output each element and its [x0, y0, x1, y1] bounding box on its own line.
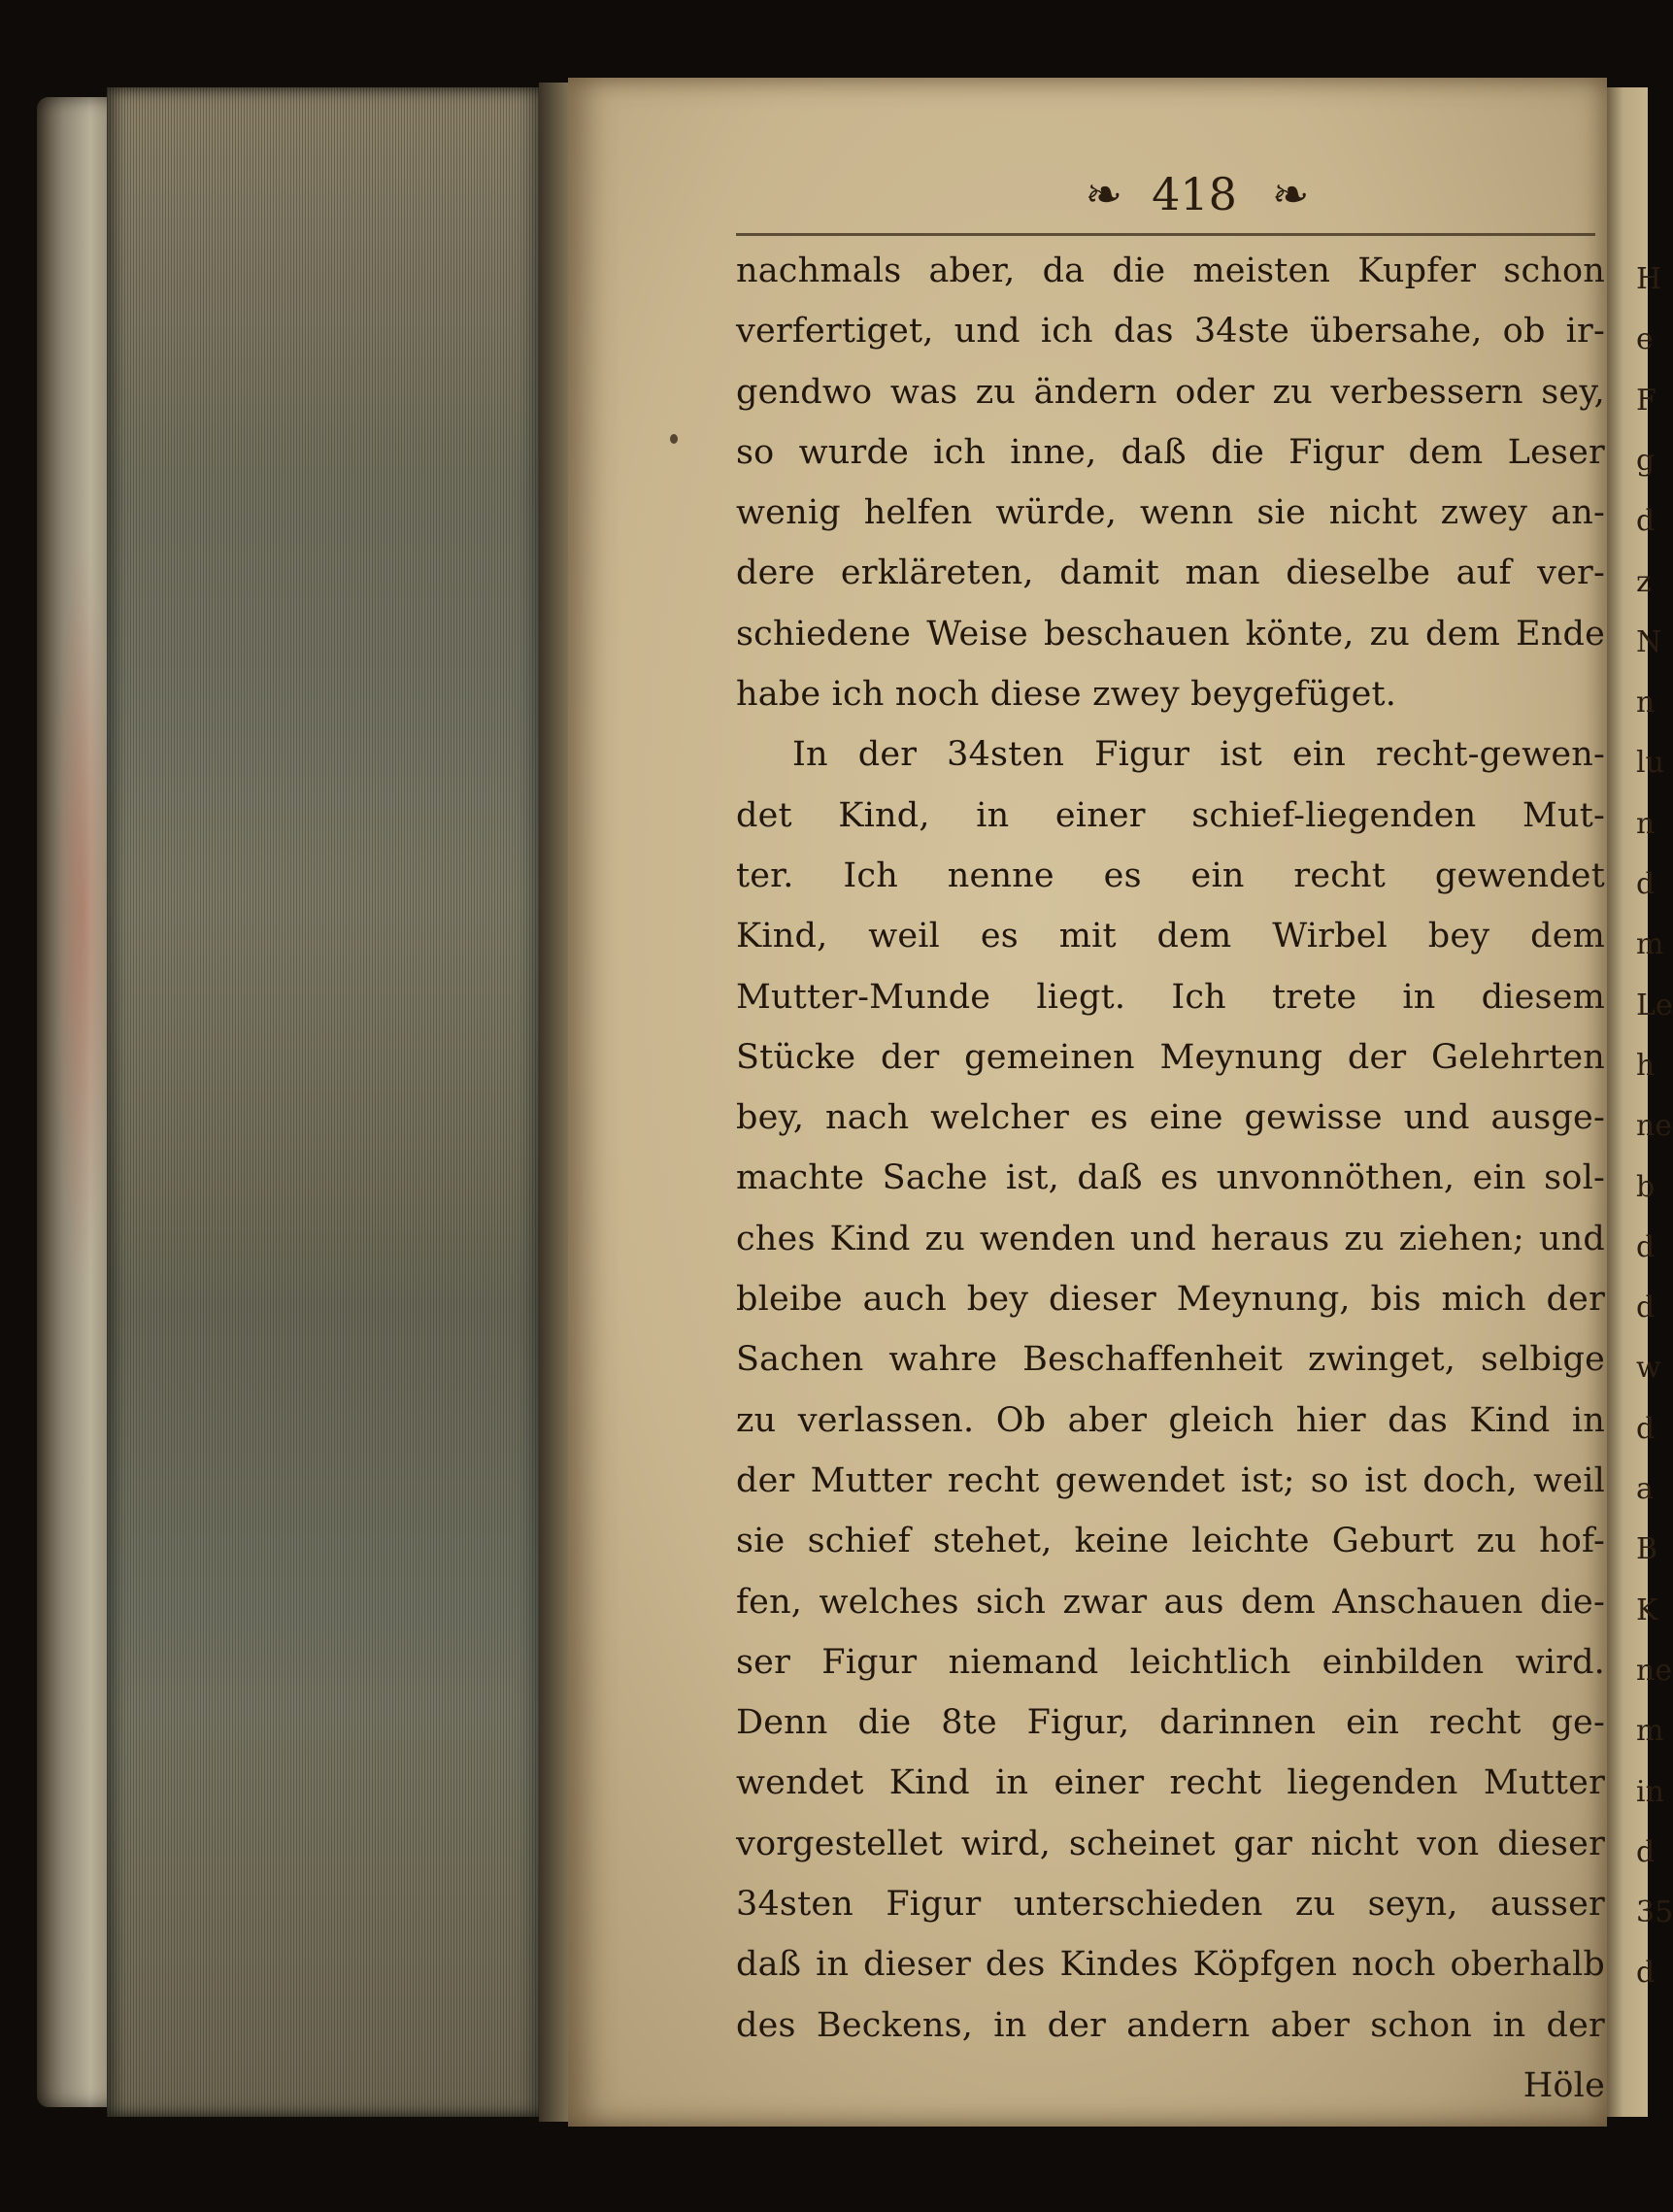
next-page-fragment: a: [1636, 1472, 1654, 1506]
next-page-fragment: d: [1636, 1411, 1656, 1446]
next-page-fragment: n: [1636, 686, 1656, 721]
text-line: wendet Kind in einer recht liegenden Mutter: [736, 1763, 1605, 1803]
next-page-fragment: d: [1636, 1956, 1656, 1991]
next-page-fragment: e: [1636, 322, 1654, 357]
next-page-fragment: d: [1636, 1290, 1656, 1325]
next-page-fragment: w: [1636, 1351, 1661, 1386]
text-line: zu verlassen. Ob aber gleich hier das Kind in: [736, 1400, 1605, 1440]
text-line: daß in dieser des Kindes Köpfgen noch oberhalb: [736, 1945, 1605, 1985]
next-page-fragment: in: [1636, 1774, 1664, 1809]
text-line: ser Figur niemand leichtlich einbilden wird.: [736, 1642, 1605, 1682]
next-page-fragment: d: [1636, 1834, 1656, 1869]
next-page-fragment: d: [1636, 867, 1656, 901]
text-line: ches Kind zu wenden und heraus zu ziehen; und: [736, 1219, 1605, 1258]
next-page-fragment: d: [1636, 504, 1656, 539]
catchword: Höle: [1522, 2065, 1605, 2105]
text-line: nachmals aber, da die meisten Kupfer schon: [736, 251, 1605, 290]
next-page-fragment: lu: [1636, 746, 1664, 781]
text-line: wenig helfen würde, wenn sie nicht zwey an-: [736, 493, 1605, 533]
next-page-fragment: m: [1636, 1714, 1664, 1749]
margin-mark: [670, 434, 678, 444]
text-line: habe ich noch diese zwey beygefüget.: [736, 675, 1397, 715]
text-line: det Kind, in einer schief-liegenden Mut-: [736, 795, 1605, 835]
text-line: bleibe auch bey dieser Meynung, bis mich der: [736, 1280, 1605, 1320]
text-line: des Beckens, in der andern aber schon in der: [736, 2005, 1605, 2045]
text-line: fen, welches sich zwar aus dem Anschauen die-: [736, 1582, 1605, 1622]
next-page-fragment: ne: [1636, 1109, 1673, 1144]
text-line: bey, nach welcher es eine gewisse und ausge-: [736, 1098, 1605, 1138]
page-number: 418: [1152, 168, 1237, 220]
next-page-fragment: ne: [1636, 1653, 1673, 1688]
text-line: verfertiget, und ich das 34ste übersahe, ob ir-: [736, 312, 1605, 352]
text-line: gendwo was zu ändern oder zu verbessern sey,: [736, 372, 1605, 412]
header-rule: [736, 233, 1595, 236]
text-line: vorgestellet wird, scheinet gar nicht von dieser: [736, 1824, 1605, 1863]
text-line: Stücke der gemeinen Meynung der Gelehrten: [736, 1037, 1605, 1077]
text-line: machte Sache ist, daß es unvonnöthen, ein sol-: [736, 1158, 1605, 1198]
text-line: ter. Ich nenne es ein recht gewendet: [736, 855, 1605, 895]
next-page-fragment: Le: [1636, 988, 1673, 1022]
text-line: Mutter-Munde liegt. Ich trete in diesem: [736, 977, 1605, 1017]
next-page-fragment: g: [1636, 443, 1656, 478]
next-page-fragment: d: [1636, 1229, 1656, 1264]
text-line: der Mutter recht gewendet ist; so ist doch, weil: [736, 1460, 1605, 1500]
text-line: In der 34sten Figur ist ein recht-gewen-: [792, 735, 1605, 775]
text-line: Kind, weil es mit dem Wirbel bey dem: [736, 917, 1605, 956]
next-page-fragment: n: [1636, 806, 1656, 841]
cover-stain: [53, 544, 112, 1282]
next-page-fragment: H: [1636, 262, 1662, 296]
next-page-fragment: b: [1636, 1169, 1656, 1204]
page-header: [1010, 155, 1379, 233]
next-page-fragment: K: [1636, 1592, 1658, 1627]
text-line: dere erkläreten, damit man dieselbe auf ver-: [736, 553, 1605, 593]
next-page-fragment: h: [1636, 1048, 1656, 1083]
ornament-left-icon: ❧: [1085, 168, 1118, 220]
next-page-fragment: z: [1636, 564, 1652, 599]
page-block-shading: [107, 87, 544, 2117]
text-line: so wurde ich inne, daß die Figur dem Leser: [736, 432, 1605, 472]
text-line: Sachen wahre Beschaffenheit zwinget, selbige: [736, 1340, 1605, 1380]
next-page-fragment: N: [1636, 624, 1662, 659]
text-line: sie schief stehet, keine leichte Geburt zu hof-: [736, 1522, 1605, 1561]
text-line: schiedene Weise beschauen könte, zu dem Ende: [736, 614, 1605, 654]
text-line: Denn die 8te Figur, darinnen ein recht ge-: [736, 1703, 1605, 1743]
ornament-right-icon: ❧: [1271, 168, 1304, 220]
next-page-fragment: m: [1636, 927, 1664, 962]
next-page-fragment: 35: [1636, 1895, 1673, 1930]
page-text: [736, 241, 1605, 2116]
next-page-fragment: F: [1636, 383, 1656, 418]
text-line: 34sten Figur unterschieden zu seyn, ausser: [736, 1885, 1605, 1925]
next-page-fragment: B: [1636, 1532, 1658, 1567]
